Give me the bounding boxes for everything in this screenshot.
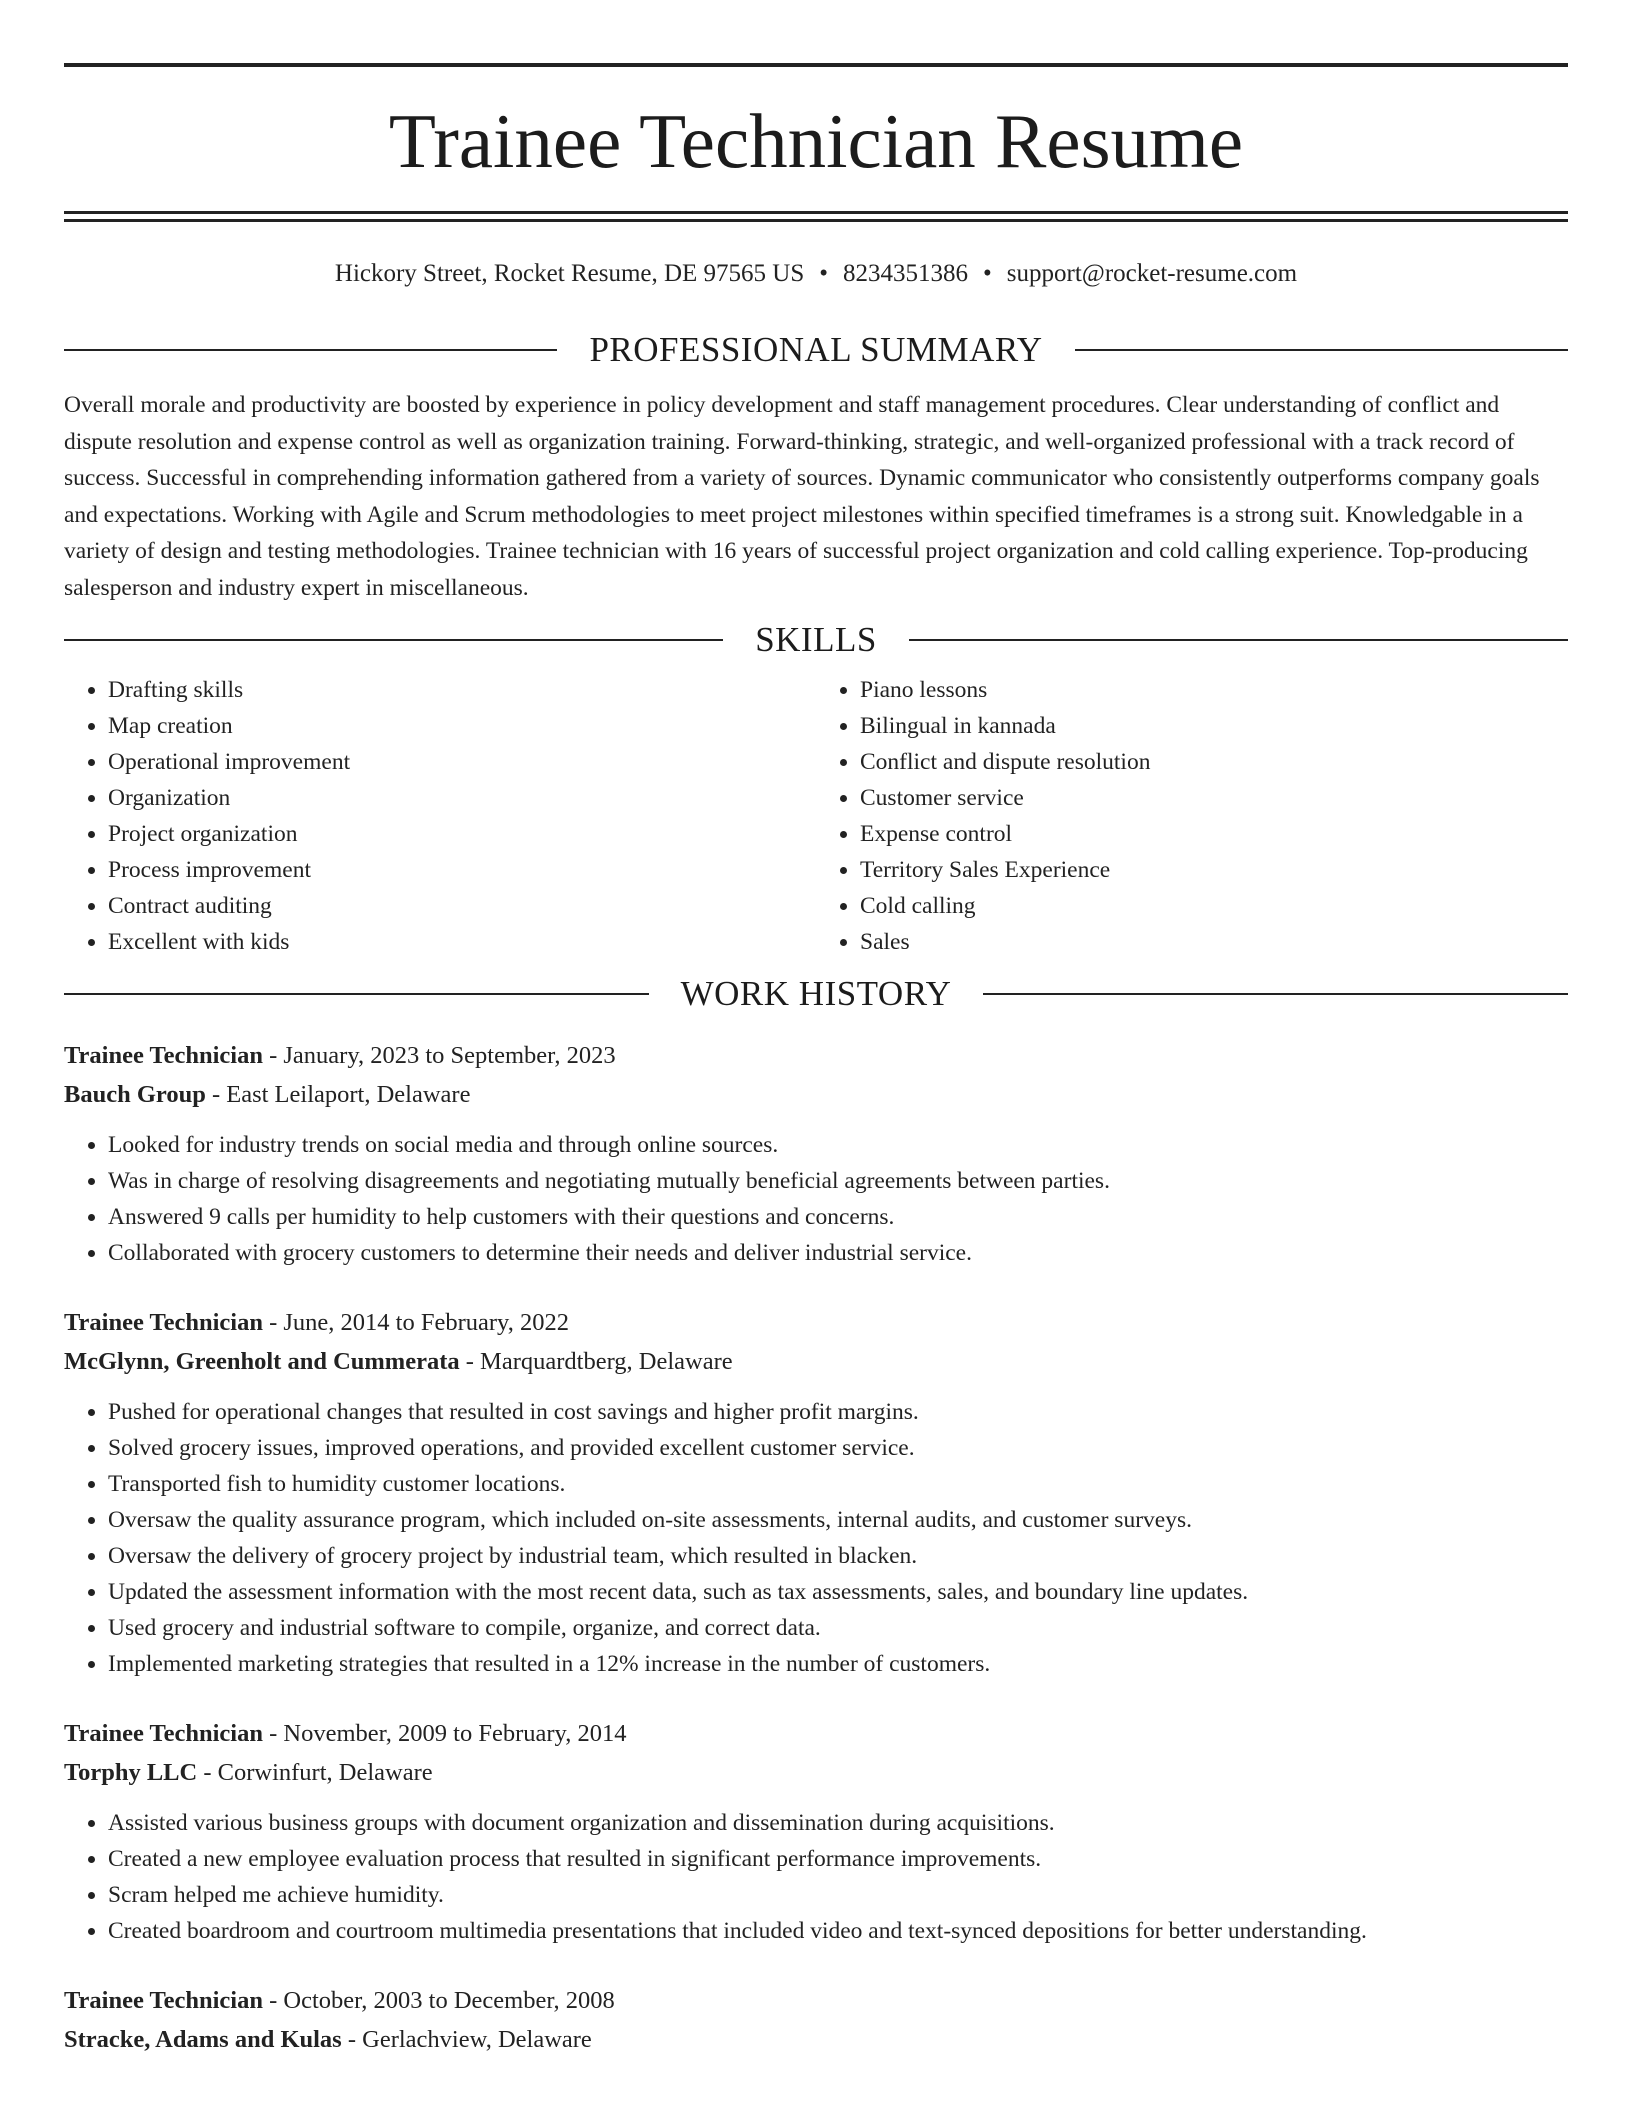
- job-company: Bauch Group: [64, 1081, 206, 1108]
- job-entry: [64, 1304, 1568, 1682]
- job-title-line: [64, 1715, 1568, 1753]
- contact-address: Hickory Street, Rocket Resume, DE 97565 US: [334, 260, 805, 287]
- skill-item: • Contract auditing: [108, 888, 816, 924]
- job-company: McGlynn, Greenholt and Cummerata: [64, 1348, 460, 1375]
- job-company-line: [64, 1075, 1568, 1115]
- job-dates: - June, 2014 to February, 2022: [262, 1309, 569, 1336]
- job-bullet: • Used grocery and industrial software to compile, organize, and correct data.: [108, 1610, 1568, 1646]
- job-location: - Corwinfurt, Delaware: [197, 1759, 433, 1786]
- work-history-heading-label: WORK HISTORY: [680, 974, 952, 1013]
- job-bullets: [64, 1394, 1568, 1682]
- job-bullet: • Collaborated with grocery customers to determine their needs and deliver industrial service.: [108, 1235, 1568, 1271]
- job-bullet: • Was in charge of resolving disagreements and negotiating mutually beneficial agreements between parties.: [108, 1163, 1568, 1199]
- job-dates: - November, 2009 to February, 2014: [262, 1720, 627, 1747]
- contact-separator: •: [819, 260, 829, 287]
- contact-separator: •: [983, 260, 992, 287]
- job-company-line: [64, 1753, 1568, 1793]
- job-company-line: [64, 2020, 1568, 2060]
- contact-email: support@rocket-resume.com: [1006, 260, 1298, 287]
- job-bullet: • Created a new employee evaluation process that resulted in significant performance improvements.: [108, 1841, 1568, 1877]
- skill-item: • Conflict and dispute resolution: [860, 744, 1568, 780]
- skill-item: • Drafting skills: [108, 672, 816, 708]
- skills-list: [64, 672, 1568, 960]
- skill-item: • Process improvement: [108, 852, 816, 888]
- contact-line: [64, 258, 1568, 290]
- job-title-line: [64, 1304, 1568, 1342]
- skills-column-right: [816, 672, 1568, 960]
- skill-item: • Sales: [860, 924, 1568, 960]
- summary-heading: [64, 330, 1568, 370]
- job-company-line: [64, 1342, 1568, 1382]
- job-bullet: • Solved grocery issues, improved operations, and provided excellent customer service.: [108, 1430, 1568, 1466]
- skill-item: • Territory Sales Experience: [860, 852, 1568, 888]
- top-rule: [64, 63, 1568, 67]
- job-bullet: • Created boardroom and courtroom multimedia presentations that included video and text-synced depositions for better understanding.: [108, 1913, 1568, 1949]
- job-dates: - January, 2023 to September, 2023: [262, 1042, 616, 1069]
- job-bullets: [64, 1805, 1568, 1949]
- job-title: Trainee Technician: [64, 1720, 263, 1747]
- job-bullet: • Updated the assessment information with the most recent data, such as tax assessments, sales, and boundary line updates.: [108, 1574, 1568, 1610]
- job-entry: [64, 1982, 1568, 2060]
- job-location: - Gerlachview, Delaware: [341, 2026, 592, 2053]
- skill-item: • Map creation: [108, 708, 816, 744]
- skills-heading: [64, 620, 1568, 660]
- summary-heading-label: PROFESSIONAL SUMMARY: [589, 330, 1043, 369]
- skill-item: • Project organization: [108, 816, 816, 852]
- skill-item: • Customer service: [860, 780, 1568, 816]
- job-bullet: • Assisted various business groups with document organization and dissemination during acquisitions.: [108, 1805, 1568, 1841]
- job-location: - East Leilaport, Delaware: [205, 1081, 471, 1108]
- job-title-line: [64, 1982, 1568, 2020]
- summary-text: Overall morale and productivity are boosted by experience in policy development and staff management procedures. Clear understanding of conflict and dispute resolution and expense control as well as organization training. Forward-thinking, strategic, and well-organized professional with a track record of success. Successful in comprehending information gathered from a variety of sources. Dynamic communicator who consistently outperforms company goals and expectations. Working with Agile and Scrum methodologies to meet project milestones within specified timeframes is a strong suit. Knowledgable in a variety of design and testing methodologies. Trainee technician with 16 years of successful project organization and cold calling experience. Top-producing salesperson and industry expert in miscellaneous.: [64, 392, 1540, 601]
- job-bullet: • Transported fish to humidity customer locations.: [108, 1466, 1568, 1502]
- job-entry: [64, 1715, 1568, 1949]
- contact-phone: 8234351386: [843, 260, 969, 287]
- job-title: Trainee Technician: [64, 1987, 263, 2014]
- job-bullet: • Answered 9 calls per humidity to help customers with their questions and concerns.: [108, 1199, 1568, 1235]
- job-bullet: • Looked for industry trends on social media and through online sources.: [108, 1127, 1568, 1163]
- job-dates: - October, 2003 to December, 2008: [262, 1987, 615, 2014]
- job-bullet: • Implemented marketing strategies that resulted in a 12% increase in the number of customers.: [108, 1646, 1568, 1682]
- skills-heading-label: SKILLS: [755, 620, 877, 659]
- job-company: Stracke, Adams and Kulas: [64, 2026, 342, 2053]
- resume-page: [64, 0, 1568, 2060]
- title-double-rule: [64, 211, 1568, 222]
- job-bullet: • Oversaw the delivery of grocery project by industrial team, which resulted in blacken.: [108, 1538, 1568, 1574]
- skill-item: • Organization: [108, 780, 816, 816]
- job-bullet: • Pushed for operational changes that resulted in cost savings and higher profit margins.: [108, 1394, 1568, 1430]
- skill-item: • Bilingual in kannada: [860, 708, 1568, 744]
- job-bullet: • Oversaw the quality assurance program, which included on-site assessments, internal audits, and customer surveys.: [108, 1502, 1568, 1538]
- skill-item: • Piano lessons: [860, 672, 1568, 708]
- job-bullets: [64, 1127, 1568, 1271]
- job-location: - Marquardtberg, Delaware: [459, 1348, 733, 1375]
- skills-column-left: [64, 672, 816, 960]
- skill-item: • Excellent with kids: [108, 924, 816, 960]
- job-company: Torphy LLC: [64, 1759, 198, 1786]
- job-title: Trainee Technician: [64, 1309, 263, 1336]
- work-history-heading: [64, 974, 1568, 1014]
- job-bullet: • Scram helped me achieve humidity.: [108, 1877, 1568, 1913]
- job-title: Trainee Technician: [64, 1042, 263, 1069]
- job-title-line: [64, 1037, 1568, 1075]
- skill-item: • Operational improvement: [108, 744, 816, 780]
- skill-item: • Cold calling: [860, 888, 1568, 924]
- skill-item: • Expense control: [860, 816, 1568, 852]
- resume-title: Trainee Technician Resume: [388, 98, 1244, 184]
- job-entry: [64, 1037, 1568, 1271]
